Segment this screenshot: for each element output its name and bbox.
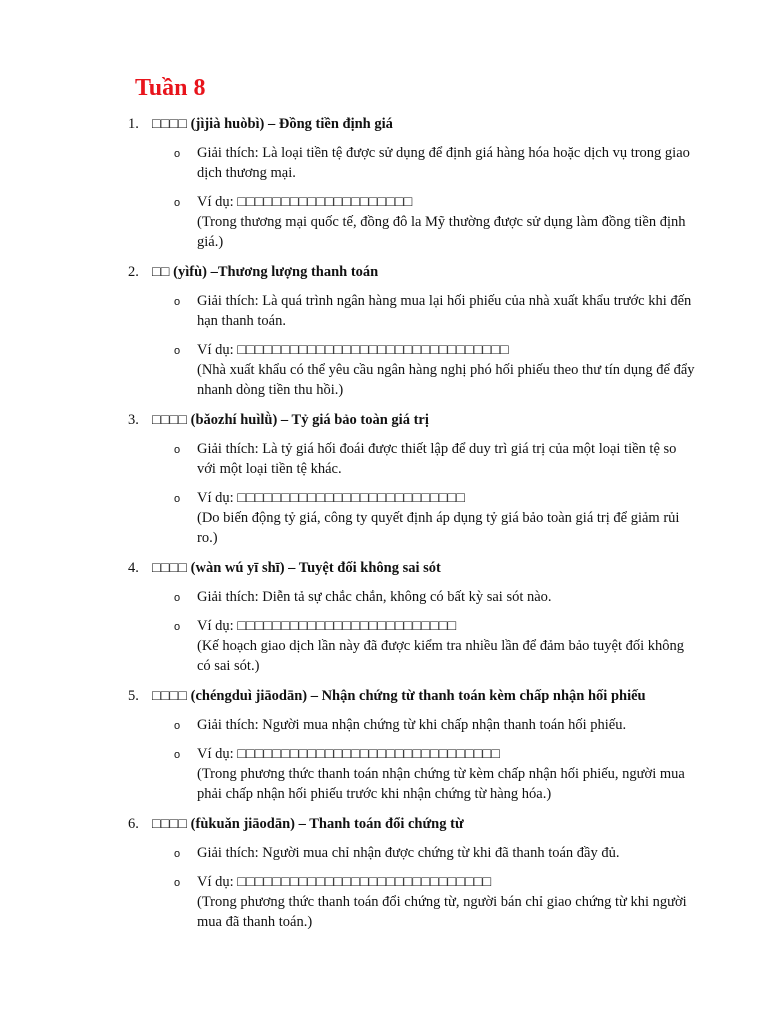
bullet-icon: o [174,749,181,761]
bullet-icon: o [174,345,181,357]
explanation [0,143,768,183]
bullet-icon: o [174,197,181,209]
item-number: 6. [128,816,139,832]
example-text: Ví dụ: □□□□□□□□□□□□□□□□□□□□□□□□□□□□□□□ [197,342,509,358]
explanation-text: Giải thích: Người mua chỉ nhận được chứng từ khi đã thanh toán đầy đủ. [197,845,620,861]
term-title: □□□□ (bǎozhí huìlǜ) – Tỷ giá bảo toàn giá trị [152,412,429,428]
example-text: Ví dụ: □□□□□□□□□□□□□□□□□□□□□□□□□□□□□□ [197,746,501,762]
item-number: 3. [128,412,139,428]
bullet-icon: o [174,877,181,889]
example [0,744,768,804]
explanation [0,843,768,863]
term-title: □□ (yìfù) –Thương lượng thanh toán [152,264,379,280]
term-heading [0,410,768,430]
term-heading [0,686,768,706]
example [0,340,768,400]
bullet-icon: o [174,720,181,732]
bullet-icon: o [174,592,181,604]
bullet-icon: o [174,296,181,308]
explanation [0,291,768,331]
term-list [0,114,768,942]
list-item [0,558,768,676]
explanation-text: Giải thích: Là quá trình ngân hàng mua lại hối phiếu của nhà xuất khẩu trước khi đến hạn thanh toán. [197,293,692,329]
example-text: Ví dụ: □□□□□□□□□□□□□□□□□□□□□□□□□ [197,618,457,634]
explanation-text: Giải thích: Là loại tiền tệ được sử dụng để định giá hàng hóa hoặc dịch vụ trong giao dịch thương mại. [197,145,690,181]
example [0,872,768,932]
explanation [0,587,768,607]
example-text: Ví dụ: □□□□□□□□□□□□□□□□□□□□ [197,194,413,210]
term-title: □□□□ (wàn wú yī shī) – Tuyệt đối không sai sót [152,560,441,576]
bullet-icon: o [174,848,181,860]
explanation [0,439,768,479]
item-number: 1. [128,116,139,132]
example-text: Ví dụ: □□□□□□□□□□□□□□□□□□□□□□□□□□□□□ [197,874,492,890]
term-heading [0,262,768,282]
term-heading [0,558,768,578]
explanation [0,715,768,735]
example-translation: (Trong phương thức thanh toán nhận chứng từ kèm chấp nhận hối phiếu, người mua phải chấp nhận hối phiếu trước khi nhận chứng từ hàng hóa.) [197,766,685,802]
item-number: 5. [128,688,139,704]
list-item [0,262,768,400]
example-translation: (Trong phương thức thanh toán đổi chứng từ, người bán chỉ giao chứng từ khi người mua đã thanh toán.) [197,894,687,930]
term-heading [0,114,768,134]
term-title: □□□□ (jìjià huòbì) – Đồng tiền định giá [152,116,393,132]
example [0,488,768,548]
explanation-text: Giải thích: Diễn tả sự chắc chắn, không có bất kỳ sai sót nào. [197,589,552,605]
bullet-icon: o [174,148,181,160]
term-heading [0,814,768,834]
explanation-text: Giải thích: Là tỷ giá hối đoái được thiết lập để duy trì giá trị của một loại tiền tệ so với một loại tiền tệ khác. [197,441,677,477]
list-item [0,686,768,804]
term-title: □□□□ (chéngduì jiāodān) – Nhận chứng từ thanh toán kèm chấp nhận hối phiếu [152,688,646,704]
example-translation: (Trong thương mại quốc tế, đồng đô la Mỹ thường được sử dụng làm đồng tiền định giá.) [197,214,686,250]
explanation-text: Giải thích: Người mua nhận chứng từ khi chấp nhận thanh toán hối phiếu. [197,717,627,733]
example-translation: (Do biến động tỷ giá, công ty quyết định áp dụng tỷ giá bảo toàn giá trị để giảm rủi ro.) [197,510,680,546]
item-number: 2. [128,264,139,280]
example-translation: (Nhà xuất khẩu có thể yêu cầu ngân hàng nghị phó hối phiếu theo thư tín dụng để đẩy nhanh dòng tiền thu hồi.) [197,362,695,398]
example [0,192,768,252]
term-title: □□□□ (fùkuǎn jiāodān) – Thanh toán đổi chứng từ [152,816,464,832]
list-item [0,814,768,932]
list-item [0,410,768,548]
page-title: Tuần 8 [135,75,206,101]
bullet-icon: o [174,444,181,456]
bullet-icon: o [174,621,181,633]
list-item [0,114,768,252]
bullet-icon: o [174,493,181,505]
item-number: 4. [128,560,139,576]
example [0,616,768,676]
example-text: Ví dụ: □□□□□□□□□□□□□□□□□□□□□□□□□□ [197,490,465,506]
example-translation: (Kế hoạch giao dịch lần này đã được kiểm tra nhiều lần để đảm bảo tuyệt đối không có sai sót.) [197,638,685,674]
